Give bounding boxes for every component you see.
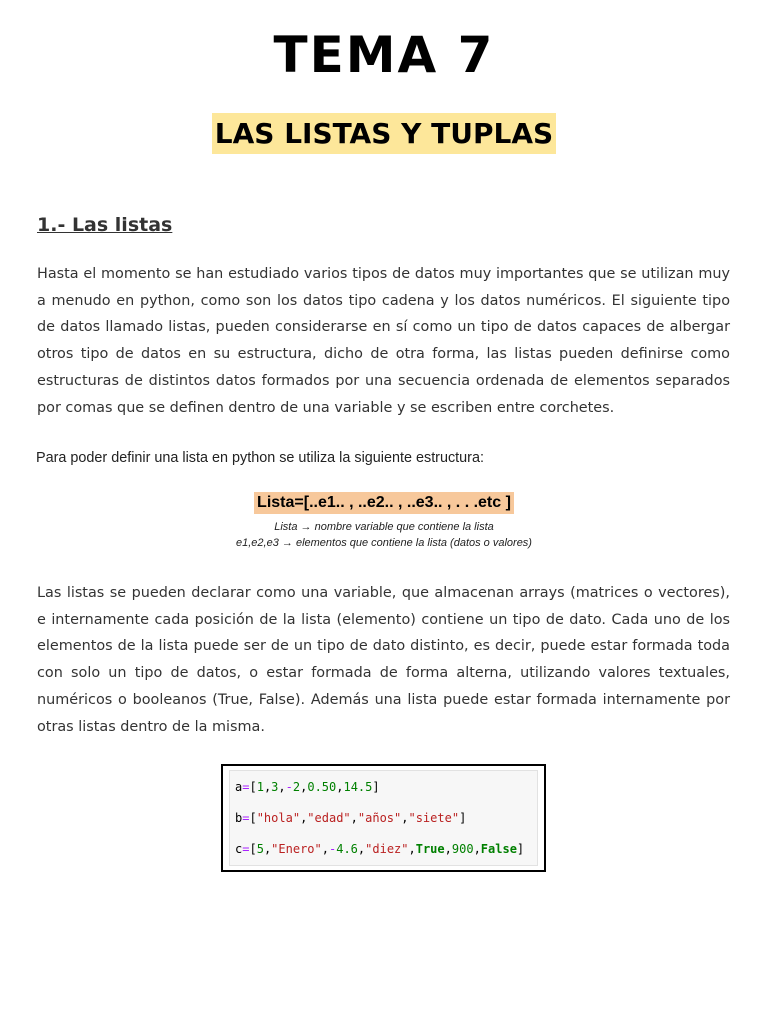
- page-subtitle: LAS LISTAS Y TUPLAS: [212, 113, 556, 154]
- code-line-c: [235, 842, 524, 856]
- code-operator: -: [285, 780, 293, 794]
- code-comma: ,: [263, 842, 272, 856]
- code-comma: ,: [408, 842, 416, 856]
- formula-note-2: e1,e2,e3 → elementos que contiene la lista (datos o valores): [236, 537, 532, 549]
- code-number: 5: [256, 842, 264, 856]
- formula-container: [0, 492, 768, 514]
- code-number: 4.6: [336, 842, 358, 856]
- code-comma: ,: [336, 780, 344, 794]
- code-bracket: ]: [459, 811, 467, 825]
- code-number: 1: [256, 780, 264, 794]
- paragraph-intro: Hasta el momento se han estudiado varios tipos de datos muy importantes que se utilizan muy a menudo en python, como son los datos tipo cadena y los datos numéricos. El siguiente tipo de datos llamado listas, pueden considerarse en sí como un tipo de datos capaces de albergar otros tipo de datos en su estructura, dicho de otra forma, las listas pueden definirse como estructuras de distintos datos formados por una secuencia ordenada de elementos separados por comas que se definen dentro de una variable y se escriben entre corchetes.: [37, 266, 730, 416]
- code-bracket: [: [249, 780, 257, 794]
- code-string: "años": [357, 811, 402, 825]
- code-operator: =: [242, 811, 250, 825]
- code-keyword: True: [415, 842, 445, 856]
- code-var: a: [235, 780, 243, 794]
- code-cell: [229, 770, 538, 866]
- code-bracket: ]: [516, 842, 525, 856]
- paragraph-lists-details: Las listas se pueden declarar como una variable, que almacenan arrays (matrices o vectores), e internamente cada posición de la lista (elemento) contiene un tipo de dato. Cada uno de los elementos de la lista puede ser de un tipo de dato distinto, es decir, puede estar formada toda con solo un tipo de datos, o estar formada de forma alterna, utilizando valores textuales, numéricos o booleanos (True, False). Además una lista puede estar formada internamente por otras listas dentro de la misma.: [37, 585, 730, 735]
- code-comma: ,: [321, 842, 329, 856]
- code-number: 900: [451, 842, 474, 856]
- list-formula: Lista=[..e1.. , ..e2.. , ..e3.. , . . .etc ]: [254, 492, 514, 514]
- code-number: 2: [292, 780, 301, 794]
- paragraph-structure: Para poder definir una lista en python se utiliza la siguiente estructura:: [36, 450, 484, 466]
- code-number: 14.5: [343, 780, 373, 794]
- code-comma: ,: [300, 780, 308, 794]
- code-number: 3: [271, 780, 279, 794]
- page-title: TEMA 7: [273, 26, 495, 84]
- formula-note-1: Lista → nombre variable que contiene la lista: [274, 521, 494, 533]
- code-bracket: ]: [372, 780, 380, 794]
- code-comma: ,: [350, 811, 358, 825]
- code-keyword: False: [480, 842, 517, 856]
- code-string: "edad": [307, 811, 351, 825]
- code-example-box: [221, 764, 546, 872]
- code-bracket: [: [249, 811, 257, 825]
- code-comma: ,: [278, 780, 286, 794]
- code-comma: ,: [357, 842, 366, 856]
- code-number: 0.50: [307, 780, 337, 794]
- code-bracket: [: [249, 842, 257, 856]
- code-line-a: [235, 780, 380, 794]
- code-line-b: [235, 811, 466, 825]
- code-var: b: [235, 811, 243, 825]
- code-comma: ,: [473, 842, 481, 856]
- code-var: c: [235, 842, 243, 856]
- code-string: "diez": [365, 842, 409, 856]
- subtitle-container: [0, 113, 768, 154]
- code-string: "siete": [408, 811, 460, 825]
- code-operator: -: [328, 842, 337, 856]
- section-heading: 1.- Las listas: [37, 214, 173, 236]
- code-comma: ,: [444, 842, 452, 856]
- code-string: "hola": [256, 811, 301, 825]
- code-string: "Enero": [271, 842, 322, 856]
- code-operator: =: [242, 780, 250, 794]
- code-operator: =: [242, 842, 250, 856]
- code-comma: ,: [263, 780, 272, 794]
- code-comma: ,: [401, 811, 409, 825]
- code-comma: ,: [300, 811, 308, 825]
